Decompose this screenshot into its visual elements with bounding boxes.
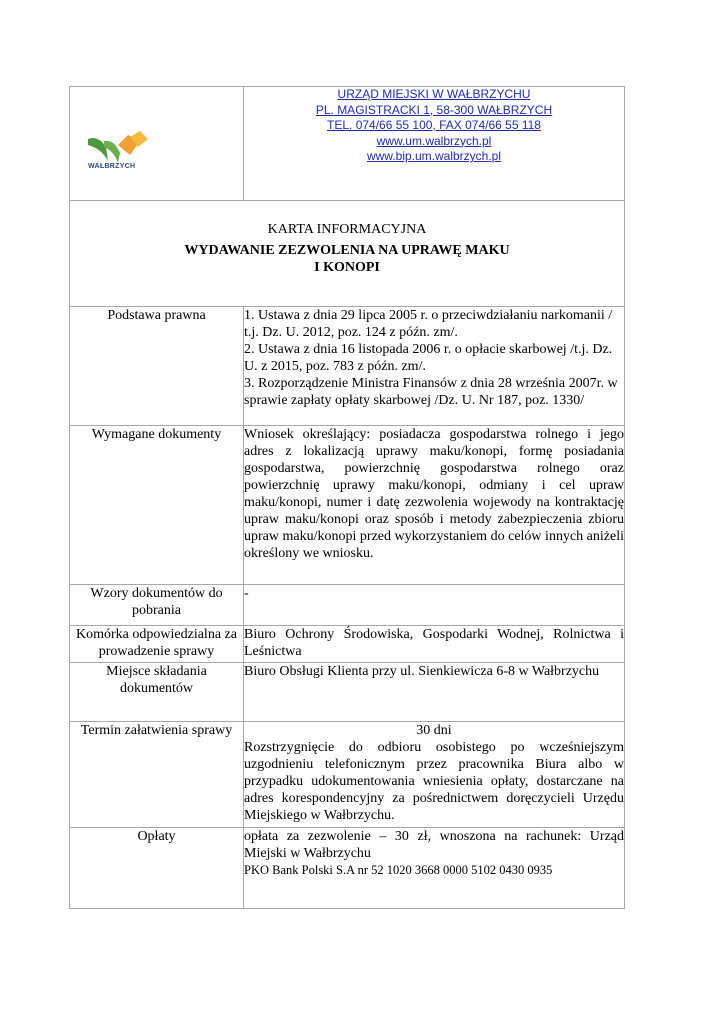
- logo-text: WAŁBRZYCH: [88, 163, 136, 170]
- table-row: [70, 722, 625, 828]
- table-row: [70, 663, 625, 722]
- legal-basis-cell: [244, 307, 625, 426]
- legal-basis-item: 1. Ustawa z dnia 29 lipca 2005 r. o przeciwdziałaniu narkomanii / t.j. Dz. U. 2012, poz. 124 z późn. zm/.: [244, 308, 613, 340]
- row-label: Wymagane dokumenty: [70, 426, 244, 585]
- logo-cell: [70, 87, 244, 201]
- office-phone-link[interactable]: TEL. 074/66 55 100, FAX 074/66 55 118: [327, 118, 541, 132]
- card-subject-line2: I KONOPI: [314, 260, 380, 275]
- processing-time-text: Rozstrzygnięcie do odbioru osobistego po wcześniejszym uzgodnieniu telefonicznym przez pracownika Biura albo w przypadku udokumentowania wniesienia opłaty, dostarczane na adres korespondencyjny za pośrednictwem doręczycieli Urzędu Miejskiego w Wałbrzychu.: [244, 740, 624, 823]
- responsible-unit-text: Biuro Ochrony Środowiska, Gospodarki Wodnej, Rolnictwa i Leśnictwa: [244, 626, 625, 663]
- header-row: [70, 87, 625, 201]
- fees-text: opłata za zezwolenie – 30 zł, wnoszona na rachunek: Urząd Miejski w Wałbrzychu: [244, 829, 624, 861]
- info-card-table: [69, 86, 625, 909]
- title-row: [70, 201, 625, 307]
- card-title: KARTA INFORMACYJNA: [267, 222, 427, 237]
- row-label: Termin załatwienia sprawy: [70, 722, 244, 828]
- processing-days: 30 dni: [416, 723, 452, 738]
- office-name-link[interactable]: URZĄD MIEJSKI W WAŁBRZYCHU: [337, 87, 531, 101]
- table-row: [70, 585, 625, 626]
- website-link[interactable]: www.um.walbrzych.pl: [376, 133, 492, 148]
- row-label: Podstawa prawna: [70, 307, 244, 426]
- table-row: [70, 426, 625, 585]
- processing-time-cell: [244, 722, 625, 828]
- table-row: [70, 626, 625, 663]
- table-row: [70, 307, 625, 426]
- row-label: Opłaty: [70, 828, 244, 909]
- office-address-link[interactable]: PL. MAGISTRACKI 1, 58-300 WAŁBRZYCH: [315, 102, 553, 117]
- submission-place-text: Biuro Obsługi Klienta przy ul. Sienkiewicza 6-8 w Wałbrzychu: [244, 663, 625, 722]
- fees-cell: [244, 828, 625, 909]
- card-subject-line1: WYDAWANIE ZEZWOLENIA NA UPRAWĘ MAKU: [184, 243, 510, 258]
- bip-website-link[interactable]: www.bip.um.walbrzych.pl: [366, 149, 502, 163]
- bank-account: PKO Bank Polski S.A nr 52 1020 3668 0000 5102 0430 0935: [244, 863, 553, 877]
- row-label: Miejsce składania dokumentów: [70, 663, 244, 722]
- legal-basis-item: 3. Rozporządzenie Ministra Finansów z dnia 28 września 2007r. w sprawie zapłaty opłaty skarbowej /Dz. U. Nr 187, poz. 1330/: [244, 376, 618, 408]
- required-documents-text: Wniosek określający: posiadacza gospodarstwa rolnego i jego adres z lokalizacją uprawy maku/konopi, formę posiadania gospodarstwa, powierzchnię gospodarstwa rolnego oraz powierzchnię uprawy maku/konopi, odmiany i cel upraw maku/konopi, numer i datę zezwolenia wojewody na kontraktację upraw maku/konopi oraz sposób i metody zabezpieczenia zbioru upraw maku/konopi przed wykorzystaniem do celów innych aniżeli określony we wniosku.: [244, 426, 625, 585]
- title-cell: [70, 201, 625, 307]
- row-label: Wzory dokumentów do pobrania: [70, 585, 244, 626]
- legal-basis-item: 2. Ustawa z dnia 16 listopada 2006 r. o opłacie skarbowej /t.j. Dz. U. z 2015, poz. 783 z późn. zm/.: [244, 342, 613, 374]
- row-label: Komórka odpowiedzialna za prowadzenie sprawy: [70, 626, 244, 663]
- document-page: [69, 86, 625, 909]
- document-templates-text: -: [244, 585, 625, 626]
- office-header: [244, 87, 625, 201]
- table-row: [70, 828, 625, 909]
